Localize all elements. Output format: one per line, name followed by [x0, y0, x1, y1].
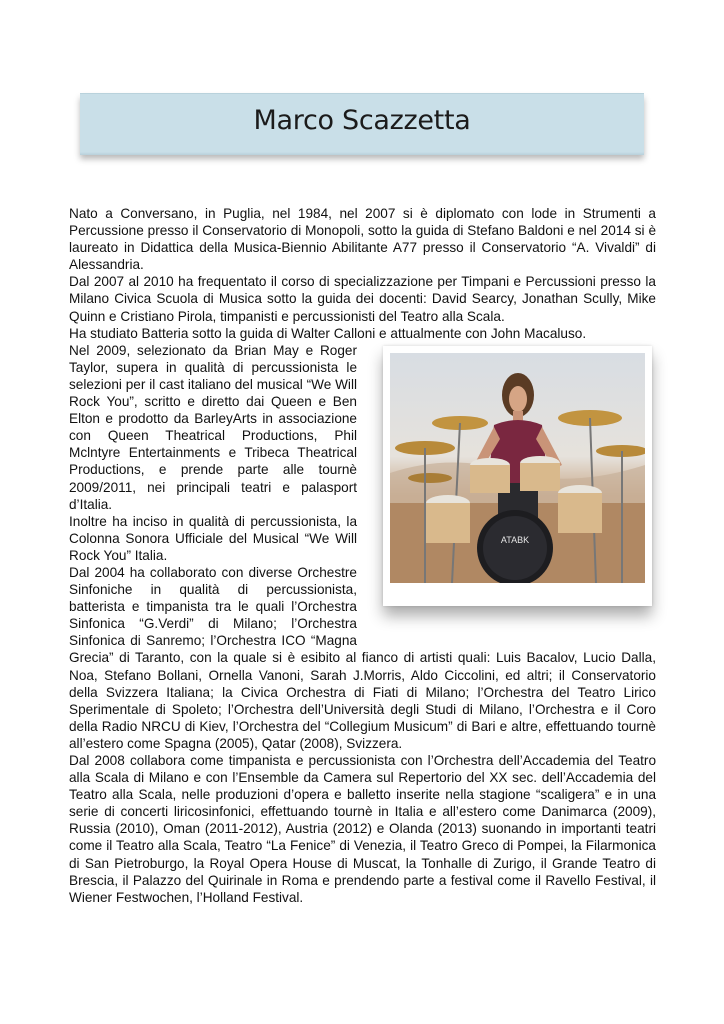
- photo-container: [371, 342, 666, 637]
- title-banner: [80, 93, 644, 154]
- bio-paragraph: Dal 2008 collabora come timpanista e percussionista con l’Orchestra dell’Accademia del Teatro alla Scala di Milano e con l’Ensemble da Camera sul Repertorio del XX sec. dell’Accademia del Teatro alla Scala, nelle produzioni d’opera e balletto inserite nella stagione “scaligera” e in una serie di concerti liricosinfonici, effettuando tournè in Italia e all’estero come Danimarca (2009), Russia (2010), Oman (2011-2012), Austria (2012) e Olanda (2013) suonando in importanti teatri come il Teatro alla Scala, Teatro “La Fenice” di Venezia, il Teatro Greco di Pompei, la Filarmonica di San Pietroburgo, la Royal Opera House di Muscat, la Tonhalle di Zurigo, il Grande Teatro di Brescia, il Palazzo del Quirinale in Roma e prendendo parte a festival come il Ravello Festival, il Wiener Festwochen, l’Holland Festival.: [69, 753, 656, 905]
- bio-paragraph: Inoltre ha inciso in qualità di percussionista, la Colonna Sonora Ufficiale del Musical “We Will Rock You” Italia.: [69, 513, 357, 563]
- bio-paragraph: Dal 2004 ha collaborato con diverse Orchestre Sinfoniche in qualità di percussionista, batterista e timpanista tra le quali l’Orchestra Sinfonica “G.Verdi” di Milano; l’Orchestra Sinfonica di Sanremo; l’Orchestra ICO “Magna Grecia” di Taranto, con la quale si è esibito al fianco di artisti quali: Luis Bacalov, Lucio Dalla, Noa, Stefano Bollani, Ornella Vanoni, Sarah J.Morris, Aldo Ciccolini, ed altri; il Conservatorio della Svizzera Italiana; la Civica Orchestra di Fiati di Milano; l’Orchestra del Teatro Lirico Sperimentale di Spoleto; l’Orchestra dell’Università degli Studi di Milano, l’Orchestra e il Coro della Radio NRCU di Kiev, l’Orchestra del “Collegium Musicum” di Bari e altre, effettuando tournè all’estero come Spagna (2005), Qatar (2008), Svizzera.: [69, 564, 656, 751]
- drummer-illustration: [390, 353, 645, 583]
- polaroid-frame: [383, 346, 652, 606]
- biography-text: [69, 205, 656, 906]
- bio-paragraph: Nel 2009, selezionato da Brian May e Roger Taylor, supera in qualità di percussionista le selezioni per il cast italiano del musical “We Will Rock You”, scritto e diretto dai Queen e Ben Elton e prodotto da BarleyArts in associazione con Queen Theatrical Productions, Phil Mclntyre Entertainments e Tribeca Theatrical Productions, e prende parte alle tournè 2009/2011, nei principali teatri e palasport d’Italia.: [69, 342, 357, 512]
- page-title: Marco Scazzetta: [253, 105, 471, 136]
- bio-paragraph: Ha studiato Batteria sotto la guida di Walter Calloni e attualmente con John Macaluso.: [69, 325, 587, 341]
- drum-brand-logo: ATABK: [500, 534, 530, 545]
- bio-paragraph: Nato a Conversano, in Puglia, nel 1984, nel 2007 si è diplomato con lode in Strumenti a Percussione presso il Conservatorio di Monopoli, sotto la guida di Stefano Baldoni e nel 2014 si è laureato in Didattica della Musica-Biennio Abilitante A77 presso il Conservatorio “A. Vivaldi” di Alessandria.: [69, 206, 656, 273]
- drummer-photo: [390, 353, 645, 583]
- bio-paragraph: Dal 2007 al 2010 ha frequentato il corso di specializzazione per Timpani e Percussioni presso la Milano Civica Scuola di Musica sotto la guida dei docenti: David Searcy, Jonathan Scully, Mike Quinn e Cristiano Pirola, timpanisti e percussionisti del Teatro alla Scala.: [69, 274, 656, 324]
